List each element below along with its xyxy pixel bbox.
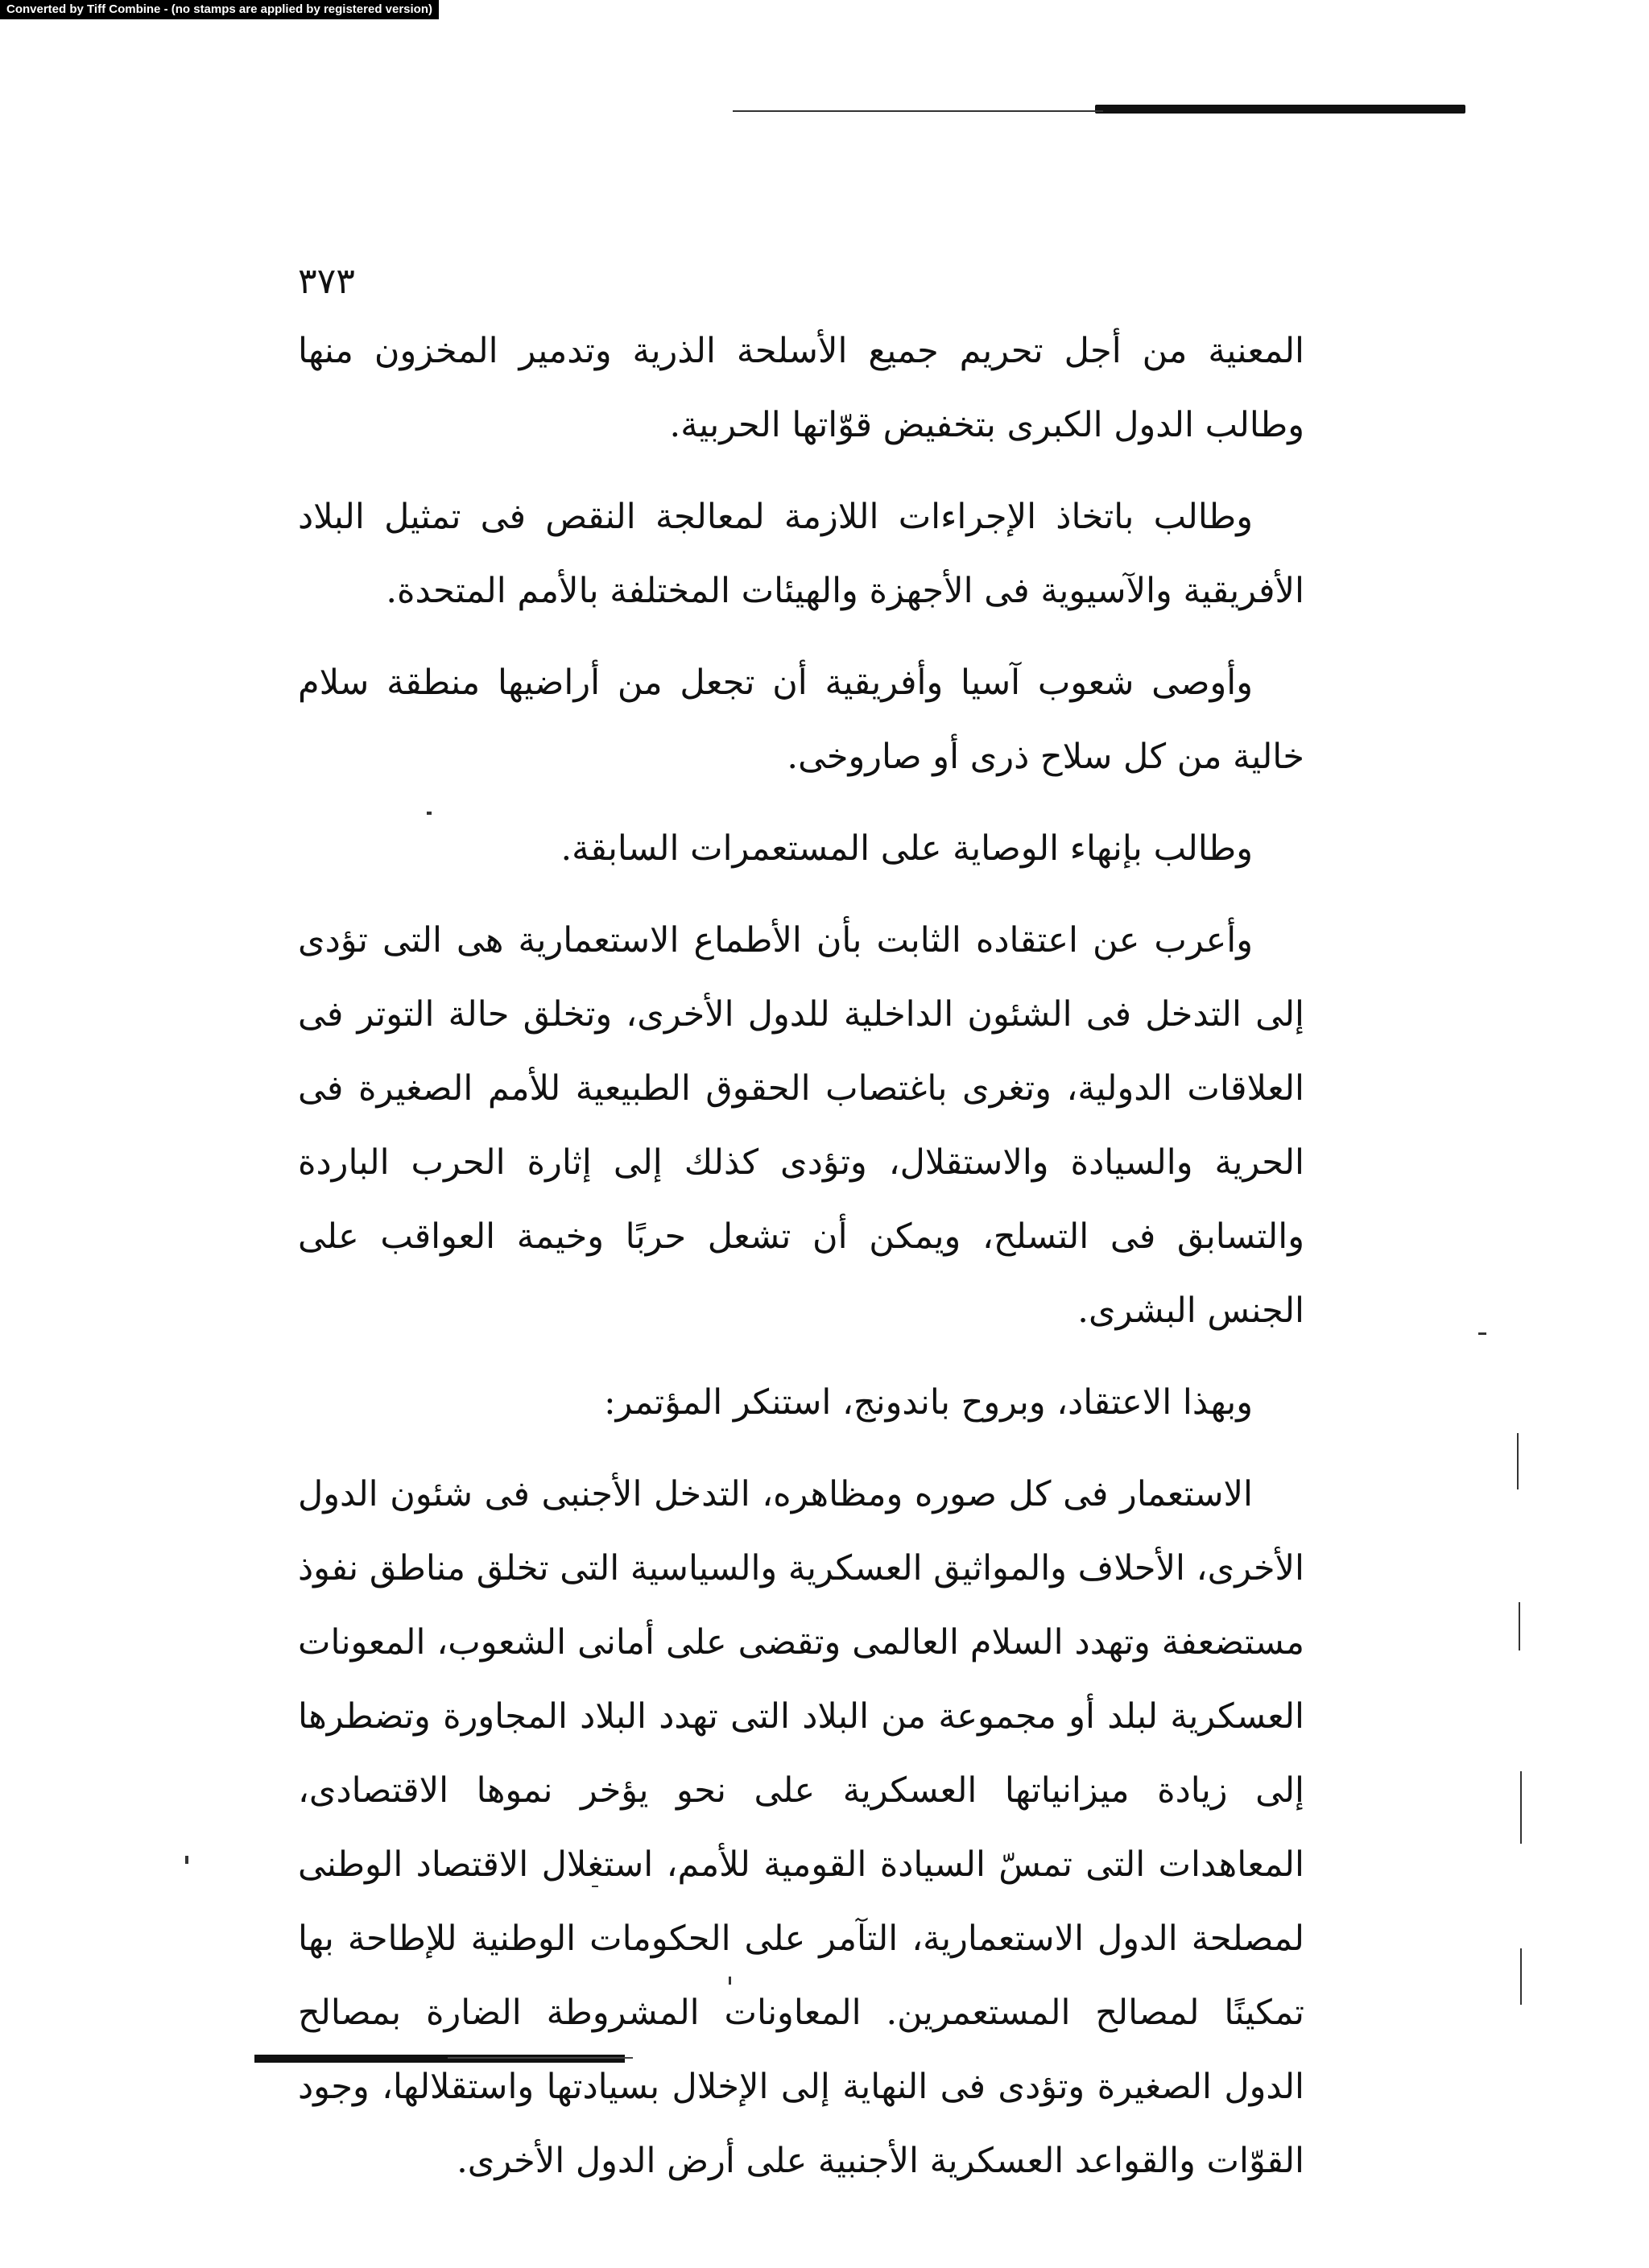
scan-speck <box>427 812 432 815</box>
paragraph-3: وأوصى شعوب آسيا وأفريقية أن تجعل من أراضيها منطقة سلام خالية من كل سلاح ذرى أو صاروخى. <box>298 663 1304 777</box>
scan-speck <box>592 1886 598 1887</box>
scan-speck <box>1478 1332 1486 1335</box>
scan-speck <box>729 1977 731 1985</box>
paragraph-7: الاستعمار فى كل صوره ومظاهره، التدخل الأجنبى فى شئون الدول الأخرى، الأحلاف والمواثيق العسكرية والسياسية التى تخلق مناطق نفوذ مستضعفة وتهدد السلام العالمى وتقضى على أمانى الشعوب، المعونات العسكرية لبلد أو مجموعة من البلاد التى تهدد البلاد المجاورة وتضطرها إلى زيادة ميزانياتها العسكرية على نحو يؤخر نموها الاقتصادى، المعاهدات التى تمسّ السيادة القومية للأمم، استغلال الاقتصاد الوطنى لمصلحة الدول الاستعمارية، التآمر على الحكومات الوطنية للإطاحة بها تمكينًا لمصالح المستعمرين. المعاونات المشروطة الضارة بمصالح الدول الصغيرة وتؤدى فى النهاية إلى الإخلال بسيادتها واستقلالها، وجود القوّات والقواعد العسكرية الأجنبية على أرض الدول الأخرى. <box>298 1474 1304 2181</box>
body-text <box>298 314 1304 2216</box>
paragraph-4: وطالب بإنهاء الوصاية على المستعمرات السابقة. <box>560 828 1253 869</box>
bottom-rule <box>254 2055 625 2063</box>
scan-speck <box>185 1856 188 1864</box>
paragraph-5: وأعرب عن اعتقاده الثابت بأن الأطماع الاستعمارية هى التى تؤدى إلى التدخل فى الشئون الداخلية للدول الأخرى، وتخلق حالة التوتر فى العلاقات الدولية، وتغرى باغتصاب الحقوق الطبيعية للأمم الصغيرة فى الحرية والسيادة والاستقلال، وتؤدى كذلك إلى إثارة الحرب الباردة والتسابق فى التسلح، ويمكن أن تشعل حربًا وخيمة العواقب على الجنس البشرى. <box>298 920 1304 1331</box>
paragraph-2: وطالب باتخاذ الإجراءات اللازمة لمعالجة النقص فى تمثيل البلاد الأفريقية والآسيوية فى الأجهزة والهيئات المختلفة بالأمم المتحدة. <box>298 497 1304 611</box>
converter-banner: Converted by Tiff Combine - (no stamps are applied by registered version) <box>0 0 439 19</box>
paragraph-1: المعنية من أجل تحريم جميع الأسلحة الذرية وتدمير المخزون منها وطالب الدول الكبرى بتخفيض قوّاتها الحربية. <box>298 331 1304 445</box>
scan-speck <box>1520 1948 1522 2005</box>
page-number: ٣٧٣ <box>298 261 355 302</box>
top-rule <box>1095 105 1465 114</box>
scan-speck <box>1519 1602 1520 1650</box>
paragraph-6: وبهذا الاعتقاد، وبروح باندونج، استنكر المؤتمر: <box>604 1382 1253 1423</box>
scan-speck <box>1520 1771 1522 1844</box>
scan-speck <box>1517 1433 1519 1489</box>
